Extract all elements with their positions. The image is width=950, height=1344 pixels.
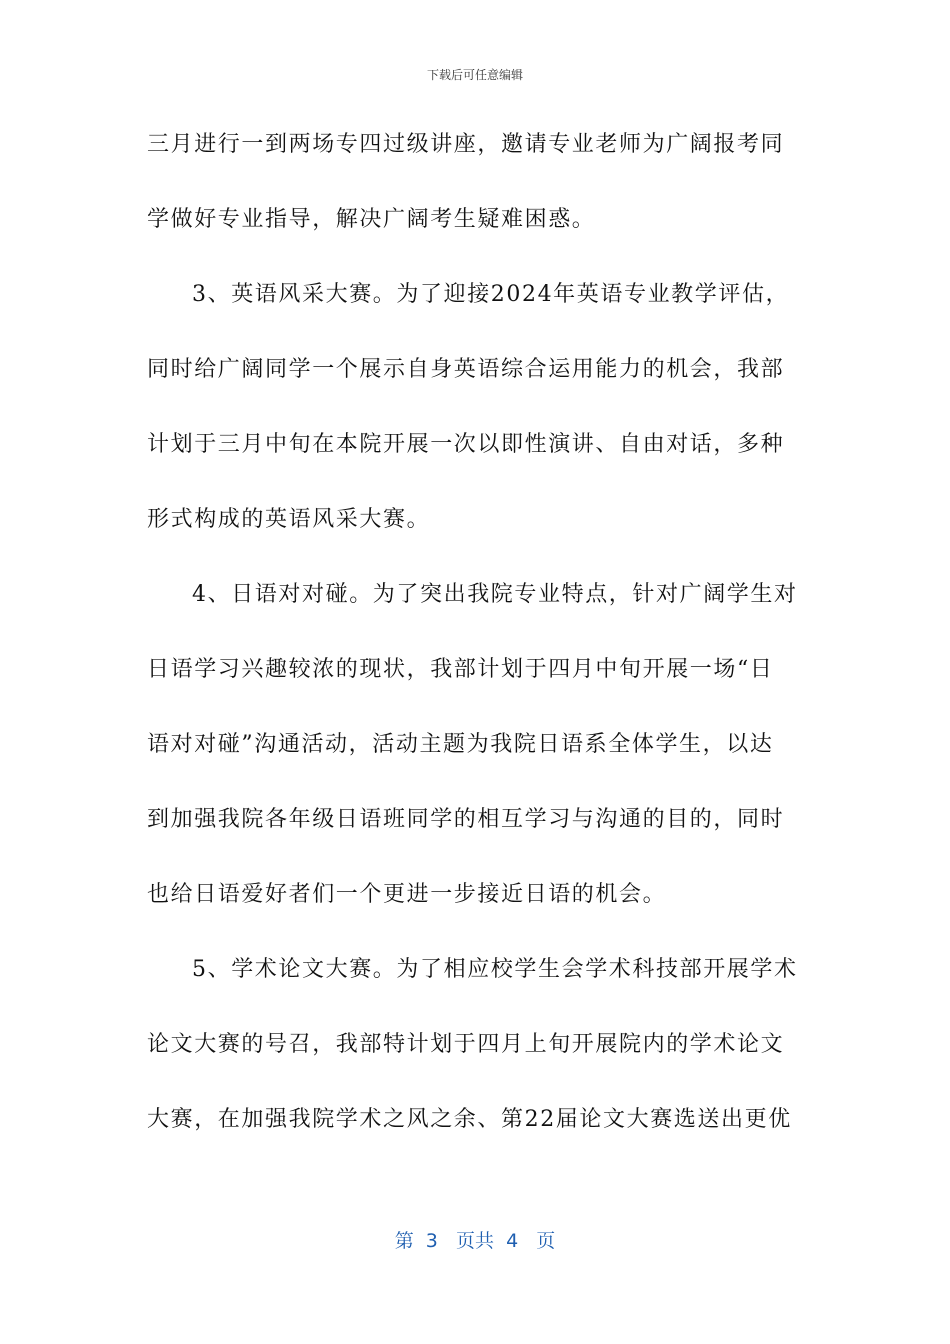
body-line-1: 三月进行一到两场专四过级讲座，邀请专业老师为广阔报考同 [147, 132, 785, 157]
body-line-3: 3、英语风采大赛。为了迎接2024年英语专业教学评估， [192, 282, 790, 307]
body-line-13: 论文大赛的号召，我部特计划于四月上旬开展院内的学术论文 [147, 1032, 785, 1057]
body-line-10: 到加强我院各年级日语班同学的相互学习与沟通的目的，同时 [147, 807, 785, 832]
body-line-4: 同时给广阔同学一个展示自身英语综合运用能力的机会，我部 [147, 357, 785, 382]
body-line-11: 也给日语爱好者们一个更进一步接近日语的机会。 [147, 882, 667, 907]
body-line-14: 大赛，在加强我院学术之风之余、第22届论文大赛选送出更优 [147, 1107, 792, 1132]
body-line-12: 5、学术论文大赛。为了相应校学生会学术科技部开展学术 [192, 957, 798, 982]
body-line-8: 日语学习兴趣较浓的现状，我部计划于四月中旬开展一场“日 [147, 657, 774, 682]
page-number-footer: 第 3 页共 4 页 [394, 1230, 556, 1252]
body-line-7: 4、日语对对碰。为了突出我院专业特点，针对广阔学生对 [192, 582, 798, 607]
body-line-2: 学做好专业指导，解决广阔考生疑难困惑。 [147, 207, 596, 232]
body-line-5: 计划于三月中旬在本院开展一次以即性演讲、自由对话，多种 [147, 432, 785, 457]
header-note: 下载后可任意编辑 [426, 68, 523, 82]
body-line-6: 形式构成的英语风采大赛。 [147, 507, 431, 532]
body-line-9: 语对对碰”沟通活动，活动主题为我院日语系全体学生，以达 [147, 732, 774, 757]
